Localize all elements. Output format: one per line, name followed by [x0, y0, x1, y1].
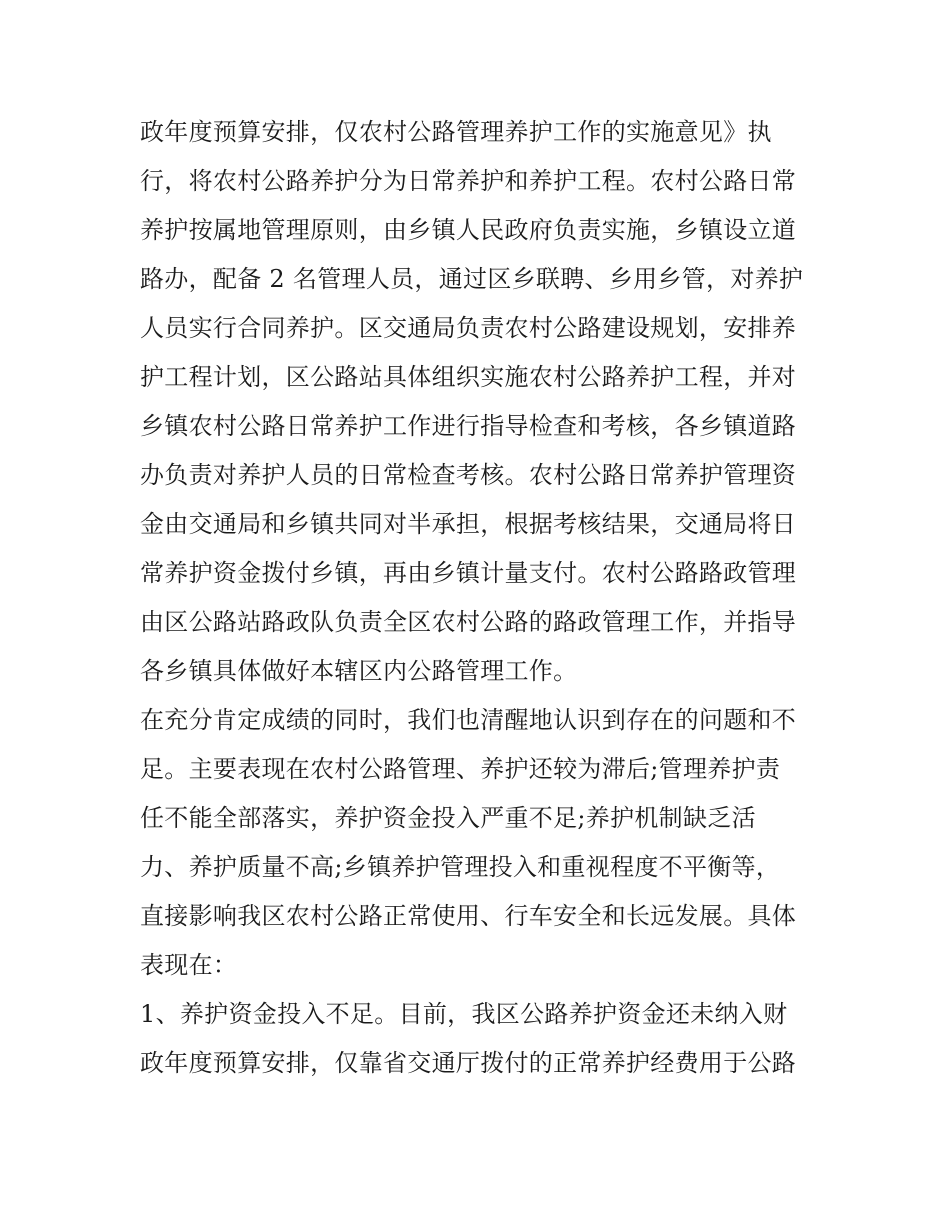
text-line: 1、养护资金投入不足。目前，我区公路养护资金还未纳入财 — [140, 1000, 788, 1028]
text-line: 护工程计划，区公路站具体组织实施农村公路养护工程，并对 — [140, 363, 797, 391]
text-line: 足。主要表现在农村公路管理、养护还较为滞后;管理养护责 — [140, 755, 781, 783]
text-line: 直接影响我区农村公路正常使用、行车安全和长远发展。具体 — [140, 902, 797, 930]
document-page — [140, 108, 820, 1088]
paragraph-3 — [140, 990, 820, 1088]
text-line: 金由交通局和乡镇共同对半承担，根据考核结果，交通局将日 — [140, 510, 797, 538]
paragraph-2 — [140, 696, 820, 990]
text-line: 任不能全部落实，养护资金投入严重不足;养护机制缺乏活 — [140, 804, 756, 832]
text-line: 人员实行合同养护。区交通局负责农村公路建设规划，安排养 — [140, 314, 797, 342]
text-line: 行，将农村公路养护分为日常养护和养护工程。农村公路日常 — [140, 167, 797, 195]
text-line: 各乡镇具体做好本辖区内公路管理工作。 — [140, 657, 578, 685]
text-line: 路办，配备 2 名管理人员，通过区乡联聘、乡用乡管，对养护 — [140, 265, 804, 293]
text-line: 政年度预算安排，仅农村公路管理养护工作的实施意见》执 — [140, 118, 772, 146]
text-line: 政年度预算安排，仅靠省交通厅拨付的正常养护经费用于公路 — [140, 1049, 797, 1077]
text-line: 由区公路站路政队负责全区农村公路的路政管理工作，并指导 — [140, 608, 797, 636]
text-line: 在充分肯定成绩的同时，我们也清醒地认识到存在的问题和不 — [140, 706, 797, 734]
text-line: 力、养护质量不高;乡镇养护管理投入和重视程度不平衡等， — [140, 853, 781, 881]
text-line: 常养护资金拨付乡镇，再由乡镇计量支付。农村公路路政管理 — [140, 559, 797, 587]
text-line: 表现在： — [140, 951, 238, 979]
text-line: 办负责对养护人员的日常检查考核。农村公路日常养护管理资 — [140, 461, 797, 489]
paragraph-1 — [140, 108, 820, 696]
text-line: 乡镇农村公路日常养护工作进行指导检查和考核，各乡镇道路 — [140, 412, 797, 440]
text-line: 养护按属地管理原则，由乡镇人民政府负责实施，乡镇设立道 — [140, 216, 797, 244]
